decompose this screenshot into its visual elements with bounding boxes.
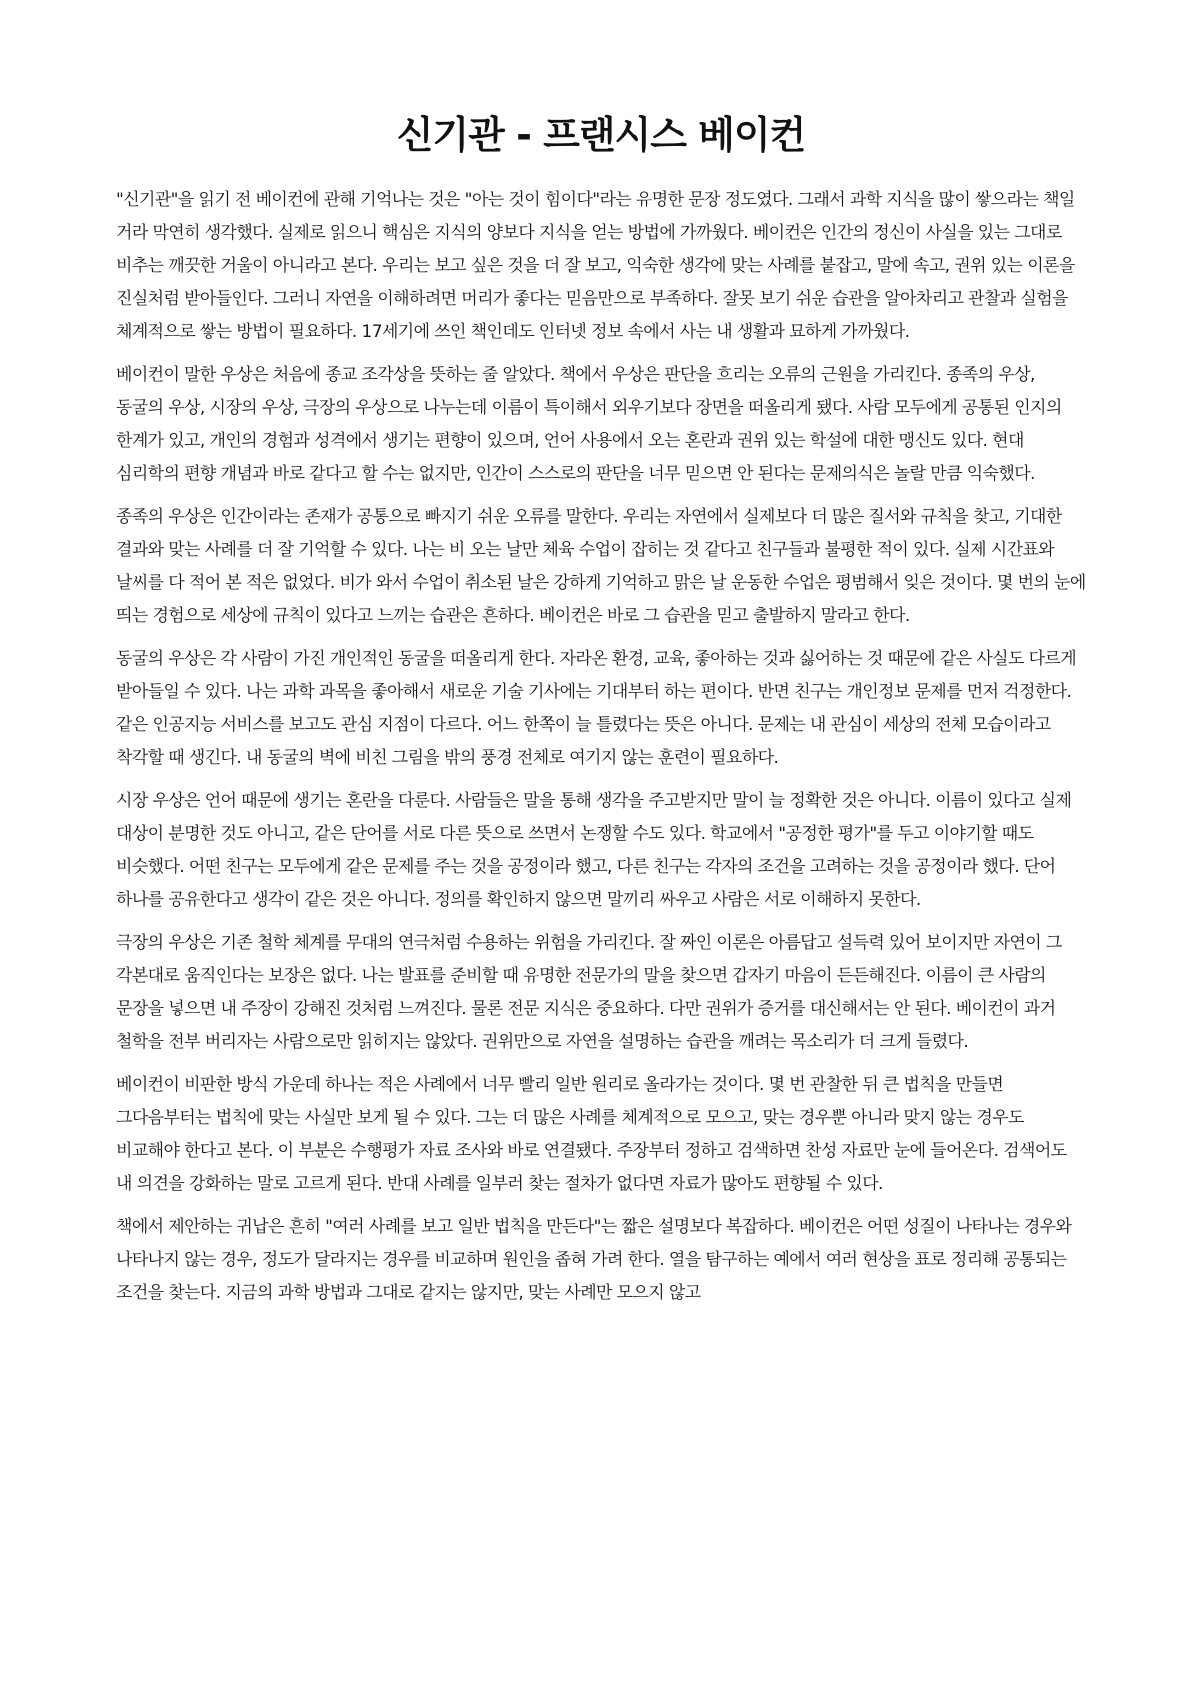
- paragraph-idols-overview: 베이컨이 말한 우상은 처음에 종교 조각상을 뜻하는 줄 알았다. 책에서 우상은 판단을 흐리는 오류의 근원을 가리킨다. 종족의 우상, 동굴의 우상, 시장의 우상, 극장의 우상으로 나누는데 이름이 특이해서 외우기보다 장면을 떠올리게 됐다. 사람 모두에게 공통된 인지의 한계가 있고, 개인의 경험과 성격에서 생기는 편향이 있으며, 언어 사용에서 오는 혼란과 권위 있는 학설에 대한 맹신도 있다. 현대 심리학의 편향 개념과 바로 같다고 할 수는 없지만, 인간이 스스로의 판단을 너무 믿으면 안 된다는 문제의식은 놀랄 만큼 익숙했다.: [116, 365, 1062, 484]
- paragraph-hasty-generalization: 베이컨이 비판한 방식 가운데 하나는 적은 사례에서 너무 빨리 일반 원리로 올라가는 것이다. 몇 번 관찰한 뒤 큰 법칙을 만들면 그다음부터는 법칙에 맞는 사실만 보게 될 수 있다. 그는 더 많은 사례를 체계적으로 모으고, 맞는 경우뿐 아니라 맞지 않는 경우도 비교해야 한다고 본다. 이 부분은 수행평가 자료 조사와 바로 연결됐다. 주장부터 정하고 검색하면 찬성 자료만 눈에 들어온다. 검색어도 내 의견을 강화하는 말로 고르게 된다. 반대 사례를 일부러 찾는 절차가 없다면 자료가 많아도 편향될 수 있다.: [116, 1075, 1067, 1194]
- document-title: 신기관 - 프랜시스 베이컨: [396, 113, 806, 157]
- document-page: [116, 110, 1086, 1320]
- paragraph-induction: 책에서 제안하는 귀납은 흔히 "여러 사례를 보고 일반 법칙을 만든다"는 짧은 설명보다 복잡하다. 베이컨은 어떤 성질이 나타나는 경우와 나타나지 않는 경우, 정도가 달라지는 경우를 비교하며 원인을 좁혀 가려 한다. 열을 탐구하는 예에서 여러 현상을 표로 정리해 공통되는 조건을 찾는다. 지금의 과학 방법과 그대로 같지는 않지만, 맞는 사례만 모으지 않고: [116, 1217, 1072, 1303]
- paragraph-idols-of-cave: 동굴의 우상은 각 사람이 가진 개인적인 동굴을 떠올리게 한다. 자라온 환경, 교육, 좋아하는 것과 싫어하는 것 때문에 같은 사실도 다르게 받아들일 수 있다. 나는 과학 과목을 좋아해서 새로운 기술 기사에는 기대부터 하는 편이다. 반면 친구는 개인정보 문제를 먼저 걱정한다. 같은 인공지능 서비스를 보고도 관심 지점이 다르다. 어느 한쪽이 늘 틀렸다는 뜻은 아니다. 문제는 내 관심이 세상의 전체 모습이라고 착각할 때 생긴다. 내 동굴의 벽에 비친 그림을 밖의 풍경 전체로 여기지 않는 훈련이 필요하다.: [116, 649, 1077, 768]
- paragraph-idols-of-tribe: 종족의 우상은 인간이라는 존재가 공통으로 빠지기 쉬운 오류를 말한다. 우리는 자연에서 실제보다 더 많은 질서와 규칙을 찾고, 기대한 결과와 맞는 사례를 더 잘 기억할 수 있다. 나는 비 오는 날만 체육 수업이 잡히는 것 같다고 친구들과 불평한 적이 있다. 실제 시간표와 날씨를 다 적어 본 적은 없었다. 비가 와서 수업이 취소된 날은 강하게 기억하고 맑은 날 운동한 수업은 평범해서 잊은 것이다. 몇 번의 눈에 띄는 경험으로 세상에 규칙이 있다고 느끼는 습관은 흔하다. 베이컨은 바로 그 습관을 믿고 출발하지 말라고 한다.: [116, 507, 1086, 626]
- paragraph-idols-of-theatre: 극장의 우상은 기존 철학 체계를 무대의 연극처럼 수용하는 위험을 가리킨다. 잘 짜인 이론은 아름답고 설득력 있어 보이지만 자연이 그 각본대로 움직인다는 보장은 없다. 나는 발표를 준비할 때 유명한 전문가의 말을 찾으면 갑자기 마음이 든든해진다. 이름이 큰 사람의 문장을 넣으면 내 주장이 강해진 것처럼 느껴진다. 물론 전문 지식은 중요하다. 다만 권위가 증거를 대신해서는 안 된다. 베이컨이 과거 철학을 전부 버리자는 사람으로만 읽히지는 않았다. 권위만으로 자연을 설명하는 습관을 깨려는 목소리가 더 크게 들렸다.: [116, 933, 1062, 1052]
- paragraph-intro: "신기관"을 읽기 전 베이컨에 관해 기억나는 것은 "아는 것이 힘이다"라는 유명한 문장 정도였다. 그래서 과학 지식을 많이 쌓으라는 책일 거라 막연히 생각했다. 실제로 읽으니 핵심은 지식의 양보다 지식을 얻는 방법에 가까웠다. 베이컨은 인간의 정신이 사실을 있는 그대로 비추는 깨끗한 거울이 아니라고 본다. 우리는 보고 싶은 것을 더 잘 보고, 익숙한 생각에 맞는 사례를 붙잡고, 말에 속고, 권위 있는 이론을 진실처럼 받아들인다. 그러니 자연을 이해하려면 머리가 좋다는 믿음만으로 부족하다. 잘못 보기 쉬운 습관을 알아차리고 관찰과 실험을 체계적으로 쌓는 방법이 필요하다. 17세기에 쓰인 책인데도 인터넷 정보 속에서 사는 내 생활과 묘하게 가까웠다.: [116, 190, 1075, 342]
- paragraph-idols-of-marketplace: 시장 우상은 언어 때문에 생기는 혼란을 다룬다. 사람들은 말을 통해 생각을 주고받지만 말이 늘 정확한 것은 아니다. 이름이 있다고 실제 대상이 분명한 것도 아니고, 같은 단어를 서로 다른 뜻으로 쓰면서 논쟁할 수도 있다. 학교에서 "공정한 평가"를 두고 이야기할 때도 비슷했다. 어떤 친구는 모두에게 같은 문제를 주는 것을 공정이라 했고, 다른 친구는 각자의 조건을 고려하는 것을 공정이라 했다. 단어 하나를 공유한다고 생각이 같은 것은 아니다. 정의를 확인하지 않으면 말끼리 싸우고 사람은 서로 이해하지 못한다.: [116, 791, 1072, 910]
